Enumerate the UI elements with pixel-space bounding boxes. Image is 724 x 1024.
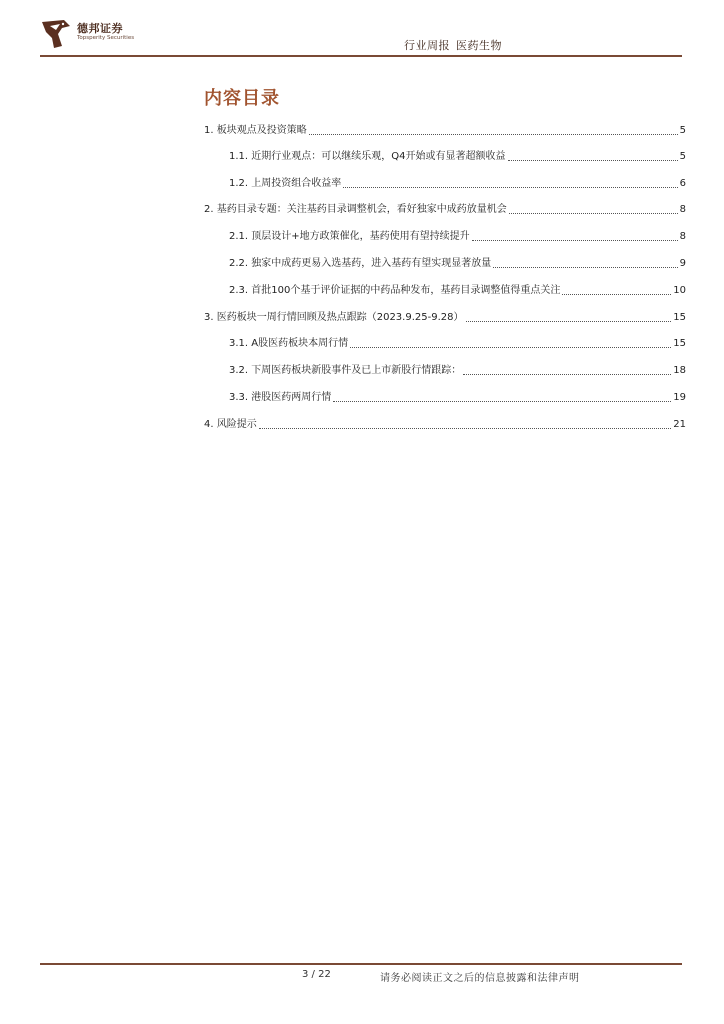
toc-entry-page: 19 bbox=[673, 392, 686, 403]
brand-name-en: Topsperity Securities bbox=[77, 35, 135, 41]
toc-entry-page: 8 bbox=[679, 231, 686, 242]
toc-entry-label: 3.3. 港股医药两周行情 bbox=[229, 392, 332, 403]
header-divider bbox=[40, 55, 682, 57]
toc-entry-label: 1.2. 上周投资组合收益率 bbox=[229, 178, 342, 189]
toc-entry-label: 2.1. 顶层设计+地方政策催化，基药使用有望持续提升 bbox=[229, 231, 470, 242]
report-sector: 医药生物 bbox=[456, 39, 502, 52]
toc-leader bbox=[333, 401, 671, 402]
toc-leader bbox=[463, 374, 671, 375]
toc-leader bbox=[259, 428, 672, 429]
toc-title: 内容目录 bbox=[204, 88, 280, 109]
toc-leader bbox=[343, 187, 677, 188]
toc-entry-label: 2.2. 独家中成药更易入选基药，进入基药有望实现显著放量 bbox=[229, 258, 492, 269]
toc-entry[interactable] bbox=[229, 150, 686, 164]
toc-entry-label: 2.3. 首批100个基于评价证据的中药品种发布，基药目录调整值得重点关注 bbox=[229, 285, 561, 296]
toc-entry[interactable] bbox=[229, 257, 686, 271]
toc-entry-label: 3. 医药板块一周行情回顾及热点跟踪（2023.9.25-9.28） bbox=[204, 312, 464, 323]
toc-entry[interactable] bbox=[229, 364, 686, 378]
toc-entry[interactable] bbox=[229, 177, 686, 191]
toc-leader bbox=[472, 240, 678, 241]
toc-entry-page: 5 bbox=[679, 125, 686, 136]
toc-entry-label: 3.2. 下周医药板块新股事件及已上市新股行情跟踪： bbox=[229, 365, 462, 376]
toc-leader bbox=[466, 321, 672, 322]
toc-leader bbox=[562, 294, 671, 295]
toc-entry-page: 8 bbox=[679, 204, 686, 215]
toc-entry-page: 5 bbox=[679, 151, 686, 162]
toc-leader bbox=[309, 134, 678, 135]
toc-entry-page: 9 bbox=[679, 258, 686, 269]
topsperity-logo-icon bbox=[40, 18, 72, 50]
toc-entry-page: 6 bbox=[679, 178, 686, 189]
toc-entry[interactable] bbox=[229, 337, 686, 351]
toc-leader bbox=[493, 267, 677, 268]
toc-entry[interactable] bbox=[204, 311, 686, 325]
report-header bbox=[398, 37, 502, 53]
footer-disclaimer: 请务必阅读正文之后的信息披露和法律声明 bbox=[380, 973, 580, 984]
toc-entry-label: 2. 基药目录专题：关注基药目录调整机会，看好独家中成药放量机会 bbox=[204, 204, 507, 215]
report-type: 行业周报 bbox=[404, 39, 450, 52]
toc-entry-page: 15 bbox=[673, 312, 686, 323]
toc-entry-page: 18 bbox=[673, 365, 686, 376]
brand-name-cn: 德邦证券 bbox=[77, 22, 123, 35]
toc-entry[interactable] bbox=[229, 230, 686, 244]
toc-entry[interactable] bbox=[229, 391, 686, 405]
toc-entry-page: 21 bbox=[673, 419, 686, 430]
toc-leader bbox=[509, 213, 678, 214]
toc-leader bbox=[350, 347, 671, 348]
toc-entry-page: 10 bbox=[673, 285, 686, 296]
footer-divider bbox=[40, 963, 682, 965]
toc-entry[interactable] bbox=[204, 418, 686, 432]
toc-entry[interactable] bbox=[204, 124, 686, 138]
toc-entry[interactable] bbox=[229, 284, 686, 298]
toc-entry-label: 4. 风险提示 bbox=[204, 419, 257, 430]
toc-entry-label: 1. 板块观点及投资策略 bbox=[204, 125, 307, 136]
toc-entry[interactable] bbox=[204, 203, 686, 217]
toc-entry-label: 1.1. 近期行业观点：可以继续乐观，Q4开始或有显著超额收益 bbox=[229, 151, 506, 162]
toc-leader bbox=[508, 160, 678, 161]
company-logo bbox=[40, 18, 140, 50]
toc-entry-label: 3.1. A股医药板块本周行情 bbox=[229, 338, 349, 349]
page-indicator: 3 / 22 bbox=[302, 969, 331, 980]
toc-entry-page: 15 bbox=[673, 338, 686, 349]
